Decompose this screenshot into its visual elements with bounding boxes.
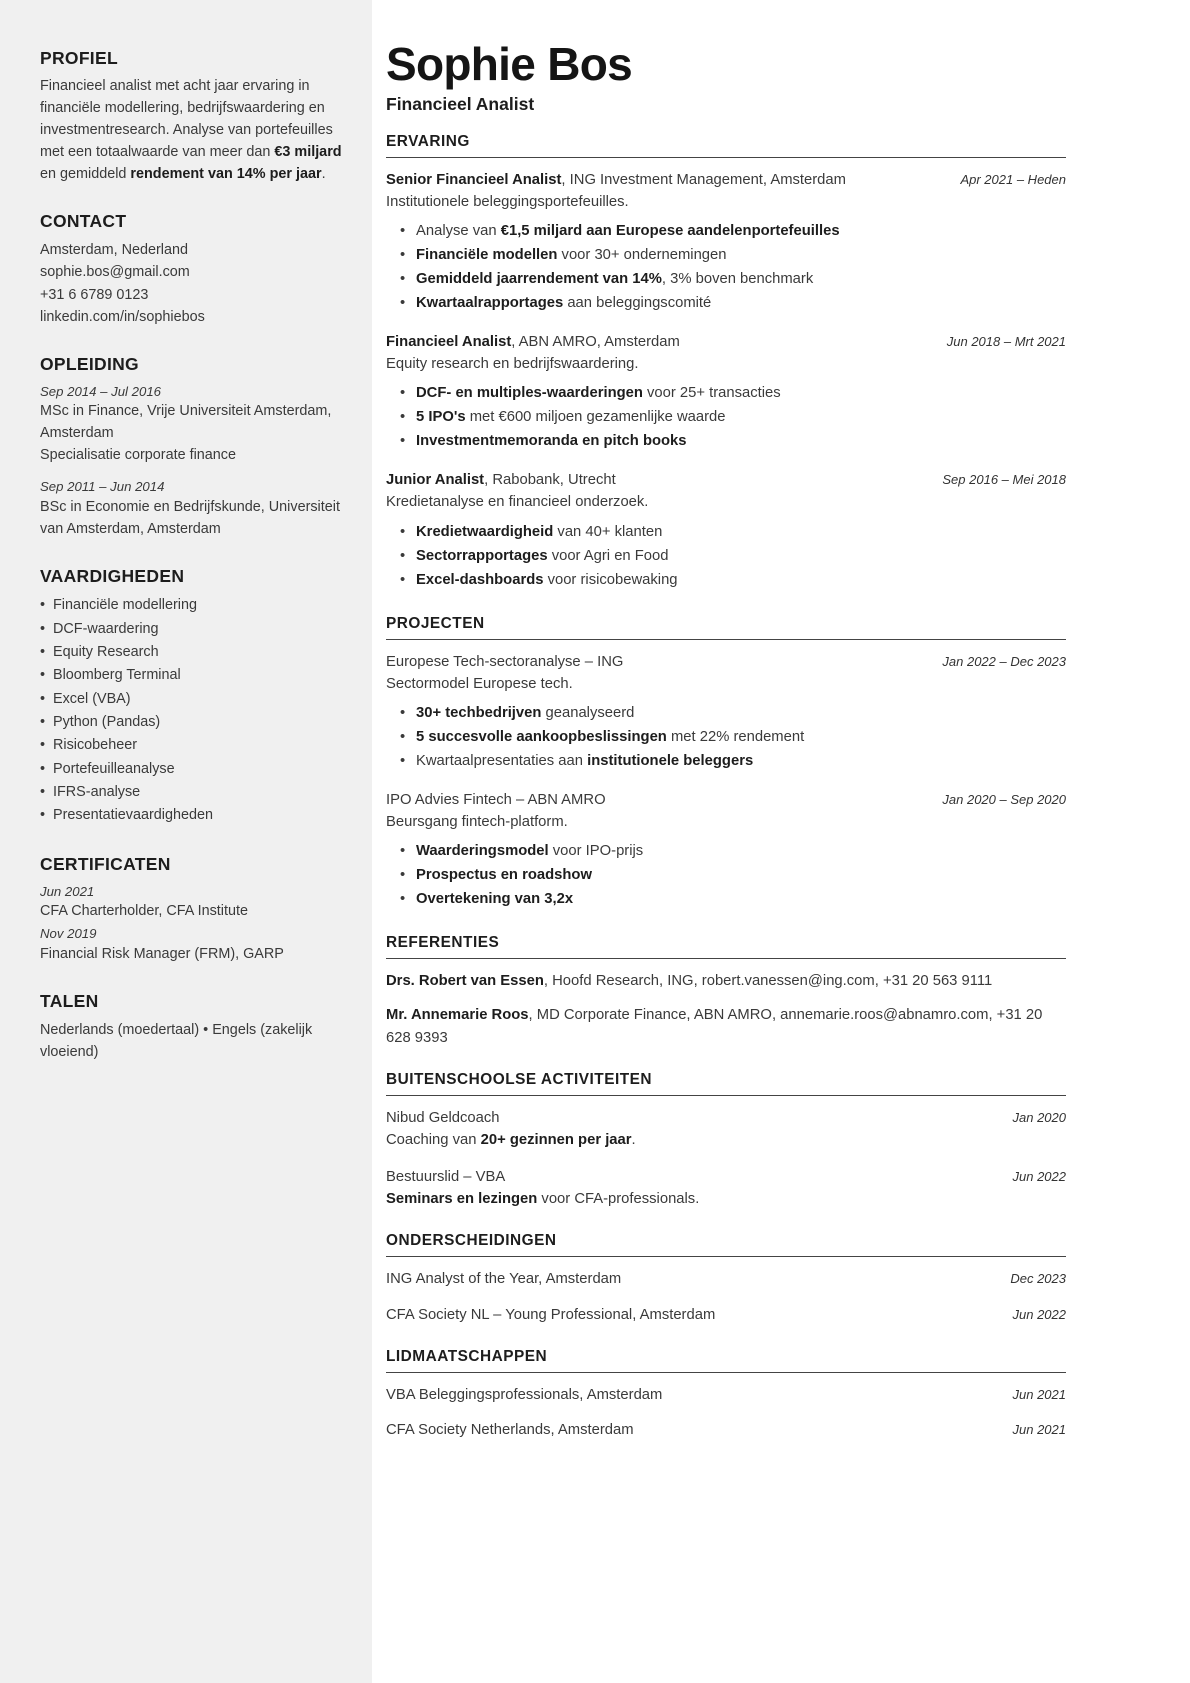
profile-text-1: Financieel analist met acht jaar ervaring in financiële modellering, bedrijfswaardering en investmentresearch. Analyse van portefeuilles met een totaalwaarde van meer dan [40,78,333,160]
education-date: Sep 2011 – Jun 2014 [40,479,165,495]
projects-heading: PROJECTEN [386,615,1066,640]
skill-item: • Excel (VBA) [40,688,344,711]
skill-item: • Risicobeheer [40,734,344,757]
project-bullets [386,840,1066,912]
profile-section [40,48,344,185]
bullet-item [386,888,1066,912]
languages-text: Nederlands (moedertaal) • Engels (zakelijk vloeiend) [40,1022,313,1061]
membership-title: CFA Society Netherlands, Amsterdam [386,1422,634,1438]
skill-item: • DCF-waardering [40,618,344,641]
experience-entry-header [386,169,1066,191]
experience-entry [386,331,1066,454]
activity-bold: Seminars en lezingen [386,1191,538,1208]
education-detail: Specialisatie corporate finance [40,446,236,463]
page-title: Sophie Bos [386,38,633,90]
bullet-item [386,244,1066,268]
activity-post: voor CFA-professionals. [537,1191,700,1208]
profile-bold-2: rendement van 14% per jaar [130,165,322,182]
bullet-bold: institutionele beleggers [587,752,754,769]
project-date: Jan 2020 – Sep 2020 [942,791,1066,807]
reference-name: Drs. Robert van Essen [386,973,544,990]
bullet-post: van 40+ klanten [553,523,663,540]
experience-entry-header [386,469,1066,491]
certificate-name: CFA Charterholder, CFA Institute [40,903,248,920]
activity-post: . [631,1131,636,1148]
award-date: Jun 2022 [1012,1306,1066,1322]
award-item [386,1304,1066,1326]
bullet-post: met 22% rendement [666,728,805,745]
experience-role: Senior Financieel Analist [386,171,562,188]
award-item [386,1268,1066,1290]
contact-phone[interactable]: +31 6 6789 0123 [40,286,149,303]
bullet-bold: Prospectus en roadshow [416,867,592,884]
awards-heading: ONDERSCHEIDINGEN [386,1232,1066,1257]
awards-section [386,1232,1066,1325]
experience-description: Kredietanalyse en financieel onderzoek. [386,494,649,511]
bullet-item [386,521,1066,545]
activity-description [386,1188,1066,1210]
skills-section [40,566,344,827]
skills-heading: VAARDIGHEDEN [40,566,185,587]
job-role-subtitle: Financieel Analist [386,93,535,114]
bullet-pre: Kwartaalpresentaties aan [416,752,588,769]
membership-date: Jun 2021 [1012,1422,1066,1437]
experience-title [386,331,931,353]
profile-heading: PROFIEL [40,48,118,68]
bullet-item [386,864,1066,888]
bullet-bold: Overtekening van 3,2x [416,891,574,908]
bullet-bold: Kwartaalrapportages [416,295,564,312]
skill-item: • IFRS-analyse [40,781,344,804]
bullet-bold: Excel-dashboards [416,571,544,588]
activity-date: Jun 2022 [1012,1169,1066,1185]
activity-pre: Coaching van [386,1131,481,1148]
experience-description: Institutionele beleggingsportefeuilles. [386,193,629,210]
experience-company: , ING Investment Management, Amsterdam [561,171,846,188]
bullet-post: voor 25+ transacties [642,385,781,402]
activities-heading: BUITENSCHOOLSE ACTIVITEITEN [386,1071,1066,1096]
bullet-post: geanalyseerd [541,704,635,721]
project-entry-header [386,789,1066,811]
skill-item: • Financiële modellering [40,594,344,617]
bullet-item [386,382,1066,406]
bullet-bold: €1,5 miljard aan Europese aandelenportefeuilles [500,223,840,240]
bullet-item [386,292,1066,316]
projects-section [386,615,1066,913]
certificate-name: Financial Risk Manager (FRM), GARP [40,945,284,962]
reference-item [386,970,1066,992]
membership-date: Jun 2021 [1012,1386,1066,1402]
contact-linkedin[interactable]: linkedin.com/in/sophiebos [40,308,205,325]
project-description: Sectormodel Europese tech. [386,675,573,692]
main-column [372,0,1190,1683]
experience-date: Sep 2016 – Mei 2018 [942,472,1066,488]
bullet-item [386,268,1066,292]
experience-bullets [386,382,1066,454]
project-bullets [386,702,1066,774]
education-degree: MSc in Finance, Vrije Universiteit Amsterdam, Amsterdam [40,403,332,441]
experience-section [386,133,1066,593]
bullet-bold: 5 succesvolle aankoopbeslissingen [416,728,667,745]
memberships-heading: LIDMAATSCHAPPEN [386,1348,1066,1373]
certificate-item [40,924,344,965]
certificate-date: Jun 2021 [40,883,95,899]
bullet-item [386,545,1066,569]
experience-company: , Rabobank, Utrecht [484,472,616,489]
activity-bold: 20+ gezinnen per jaar [480,1131,632,1148]
languages-section [40,991,344,1063]
project-entry-header [386,651,1066,673]
award-date: Dec 2023 [1010,1271,1066,1287]
bullet-item [386,750,1066,774]
education-degree: BSc in Economie en Bedrijfskunde, Universiteit van Amsterdam, Amsterdam [40,499,340,537]
education-date: Sep 2014 – Jul 2016 [40,383,161,399]
contact-email[interactable]: sophie.bos@gmail.com [40,264,190,281]
reference-item [386,1004,1066,1048]
contact-location: Amsterdam, Nederland [40,242,188,259]
contact-section [40,211,344,327]
skills-list [40,594,344,827]
activity-description [386,1129,1066,1151]
certificate-item [40,882,344,923]
activities-section [386,1071,1066,1211]
membership-item [386,1419,1066,1441]
activity-date: Jan 2020 [1012,1109,1066,1125]
profile-text-2: en gemiddeld [40,165,131,182]
profile-bold-1: €3 miljard [274,143,342,160]
experience-bullets [386,220,1066,316]
skill-item: • Portefeuilleanalyse [40,758,344,781]
experience-role: Financieel Analist [386,334,512,350]
experience-date: Apr 2021 – Heden [960,171,1066,187]
bullet-post: voor IPO-prijs [548,843,644,860]
bullet-post: voor risicobewaking [543,571,678,588]
bullet-bold: DCF- en multiples-waarderingen [416,385,643,402]
bullet-item [386,220,1066,244]
references-section [386,934,1066,1049]
bullet-post: voor 30+ ondernemingen [557,247,727,264]
bullet-item [386,840,1066,864]
bullet-item [386,406,1066,430]
experience-entry [386,469,1066,592]
activity-title: Nibud Geldcoach [386,1109,500,1126]
activity-entry-header [386,1107,1066,1129]
bullet-bold: 30+ techbedrijven [416,704,542,721]
bullet-item [386,702,1066,726]
bullet-bold: Kredietwaardigheid [416,523,554,540]
experience-title [386,469,926,491]
certificate-date: Nov 2019 [40,925,97,941]
education-heading: OPLEIDING [40,353,139,374]
experience-company: , ABN AMRO, Amsterdam [511,334,680,350]
experience-title [386,169,944,191]
project-entry [386,789,1066,912]
award-title: CFA Society NL – Young Professional, Amsterdam [386,1306,716,1323]
bullet-bold: Investmentmemoranda en pitch books [416,433,687,450]
bullet-post: voor Agri en Food [547,547,669,564]
reference-details: , MD Corporate Finance, ABN AMRO, annemarie.roos@abnamro.com, +31 20 628 9393 [386,1007,1043,1046]
activity-entry [386,1107,1066,1151]
bullet-bold: Financiële modellen [416,247,558,264]
award-title: ING Analyst of the Year, Amsterdam [386,1271,622,1288]
experience-heading: ERVARING [386,133,1066,158]
bullet-item [386,430,1066,454]
education-section [40,354,344,541]
activity-title: Bestuurslid – VBA [386,1169,506,1186]
languages-heading: TALEN [40,991,99,1012]
project-date: Jan 2022 – Dec 2023 [942,653,1066,669]
experience-bullets [386,521,1066,593]
experience-entry [386,169,1066,316]
skill-item: • Python (Pandas) [40,711,344,734]
bullet-bold: Gemiddeld jaarrendement van 14% [416,271,662,288]
skill-item: • Bloomberg Terminal [40,664,344,687]
bullet-item [386,726,1066,750]
bullet-post: , 3% boven benchmark [661,271,814,288]
reference-details: , Hoofd Research, ING, robert.vanessen@ing.com, +31 20 563 9111 [543,973,993,990]
education-item [40,382,344,467]
membership-title: VBA Beleggingsprofessionals, Amsterdam [386,1386,663,1403]
experience-description: Equity research en bedrijfswaardering. [386,356,639,373]
references-heading: REFERENTIES [386,934,1066,959]
project-description: Beursgang fintech-platform. [386,814,568,831]
bullet-bold: 5 IPO's [416,409,466,426]
bullet-pre: Analyse van [416,223,501,240]
certificates-heading: CERTIFICATEN [40,853,171,874]
memberships-section [386,1348,1066,1441]
project-title: IPO Advies Fintech – ABN AMRO [386,791,606,808]
certificates-section [40,854,344,966]
skill-item: • Equity Research [40,641,344,664]
reference-name: Mr. Annemarie Roos [386,1007,529,1024]
bullet-item [386,569,1066,593]
experience-date: Jun 2018 – Mrt 2021 [946,334,1066,349]
sidebar [0,0,372,1683]
bullet-bold: Waarderingsmodel [416,843,549,860]
bullet-post: aan beleggingscomité [563,295,712,312]
bullet-post: met €600 miljoen gezamenlijke waarde [465,409,726,426]
education-item [40,477,344,540]
membership-item [386,1384,1066,1406]
experience-entry-header [386,331,1066,353]
activity-entry [386,1166,1066,1210]
bullet-bold: Sectorrapportages [416,547,548,564]
project-entry [386,651,1066,774]
profile-text [40,76,344,185]
experience-role: Junior Analist [386,472,485,489]
skill-item: • Presentatievaardigheden [40,804,344,827]
project-title: Europese Tech-sectoranalyse – ING [386,653,624,670]
profile-text-3: . [321,165,326,182]
activity-entry-header [386,1166,1066,1188]
contact-heading: CONTACT [40,211,127,232]
